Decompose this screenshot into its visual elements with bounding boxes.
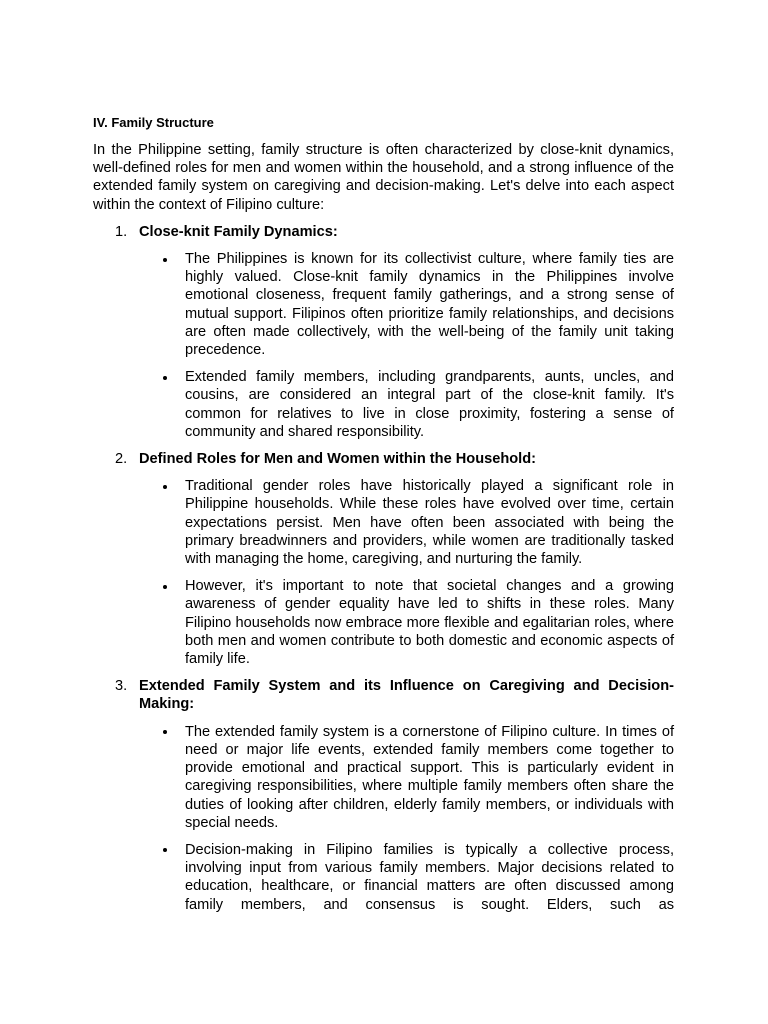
section-close-knit <box>93 223 674 441</box>
bullet-list <box>93 250 674 441</box>
bullet-icon <box>93 841 185 914</box>
intro-paragraph: In the Philippine setting, family structure is often characterized by close-knit dynamics, well-defined roles for men and women within the household, and a strong influence of the extended family system on caregiving and decision-making. Let's delve into each aspect within the context of Filipino culture: <box>93 142 674 213</box>
list-item <box>93 250 674 359</box>
section-title-row <box>93 223 674 241</box>
list-item <box>93 841 674 914</box>
bullet-icon <box>93 723 185 832</box>
section-title-row <box>93 677 674 713</box>
bullet-list <box>93 477 674 668</box>
section-title: Extended Family System and its Influence on Caregiving and Decision-Making: <box>139 678 674 713</box>
bullet-text: The extended family system is a cornerstone of Filipino culture. In times of need or major life events, extended family members come together to provide emotional and practical support. This is particularly evident in caregiving responsibilities, where multiple family members often share the duties of looking after children, elderly family members, or individuals with special needs. <box>185 723 674 831</box>
list-item <box>93 368 674 441</box>
document-page <box>93 114 674 923</box>
section-number: 3. <box>115 678 128 695</box>
bullet-text: The Philippines is known for its collectivist culture, where family ties are highly valued. Close-knit family dynamics in the Philippines involve emotional closeness, frequent family gatherings, and a strong sense of mutual support. Filipinos often prioritize family relationships, and decisions are often made collectively, with the well-being of the family unit taking precedence. <box>185 251 674 359</box>
bullet-text: However, it's important to note that societal changes and a growing awareness of gender equality have led to shifts in these roles. Many Filipino households now embrace more flexible and egalitarian roles, where both men and women contribute to both domestic and economic aspects of family life. <box>185 578 674 668</box>
section-title-row <box>93 450 674 468</box>
list-item <box>93 477 674 568</box>
section-number: 2. <box>115 451 128 468</box>
section-title: Close-knit Family Dynamics: <box>139 223 338 240</box>
bullet-icon <box>93 577 185 668</box>
bullet-text: Decision-making in Filipino families is typically a collective process, involving input from various family members. Major decisions related to education, healthcare, or financial matters are often discussed among family members, and consensus is sought. Elders, such as <box>185 841 674 913</box>
bullet-icon <box>93 477 185 568</box>
list-item <box>93 723 674 832</box>
bullet-icon <box>93 368 185 441</box>
list-item <box>93 577 674 668</box>
bullet-list <box>93 723 674 914</box>
section-heading: IV. Family Structure <box>93 115 214 130</box>
section-extended-family <box>93 677 674 913</box>
section-title: Defined Roles for Men and Women within the Household: <box>139 451 537 468</box>
section-defined-roles <box>93 450 674 668</box>
bullet-text: Traditional gender roles have historically played a significant role in Philippine households. While these roles have evolved over time, certain expectations persist. Men have often been associated with being the primary breadwinners and providers, while women are traditionally tasked with managing the home, caregiving, and nurturing the family. <box>185 478 674 568</box>
bullet-text: Extended family members, including grandparents, aunts, uncles, and cousins, are considered an integral part of the close-knit family. It's common for relatives to live in close proximity, fostering a sense of community and shared responsibility. <box>185 369 674 440</box>
section-number: 1. <box>115 223 128 240</box>
bullet-icon <box>93 250 185 359</box>
